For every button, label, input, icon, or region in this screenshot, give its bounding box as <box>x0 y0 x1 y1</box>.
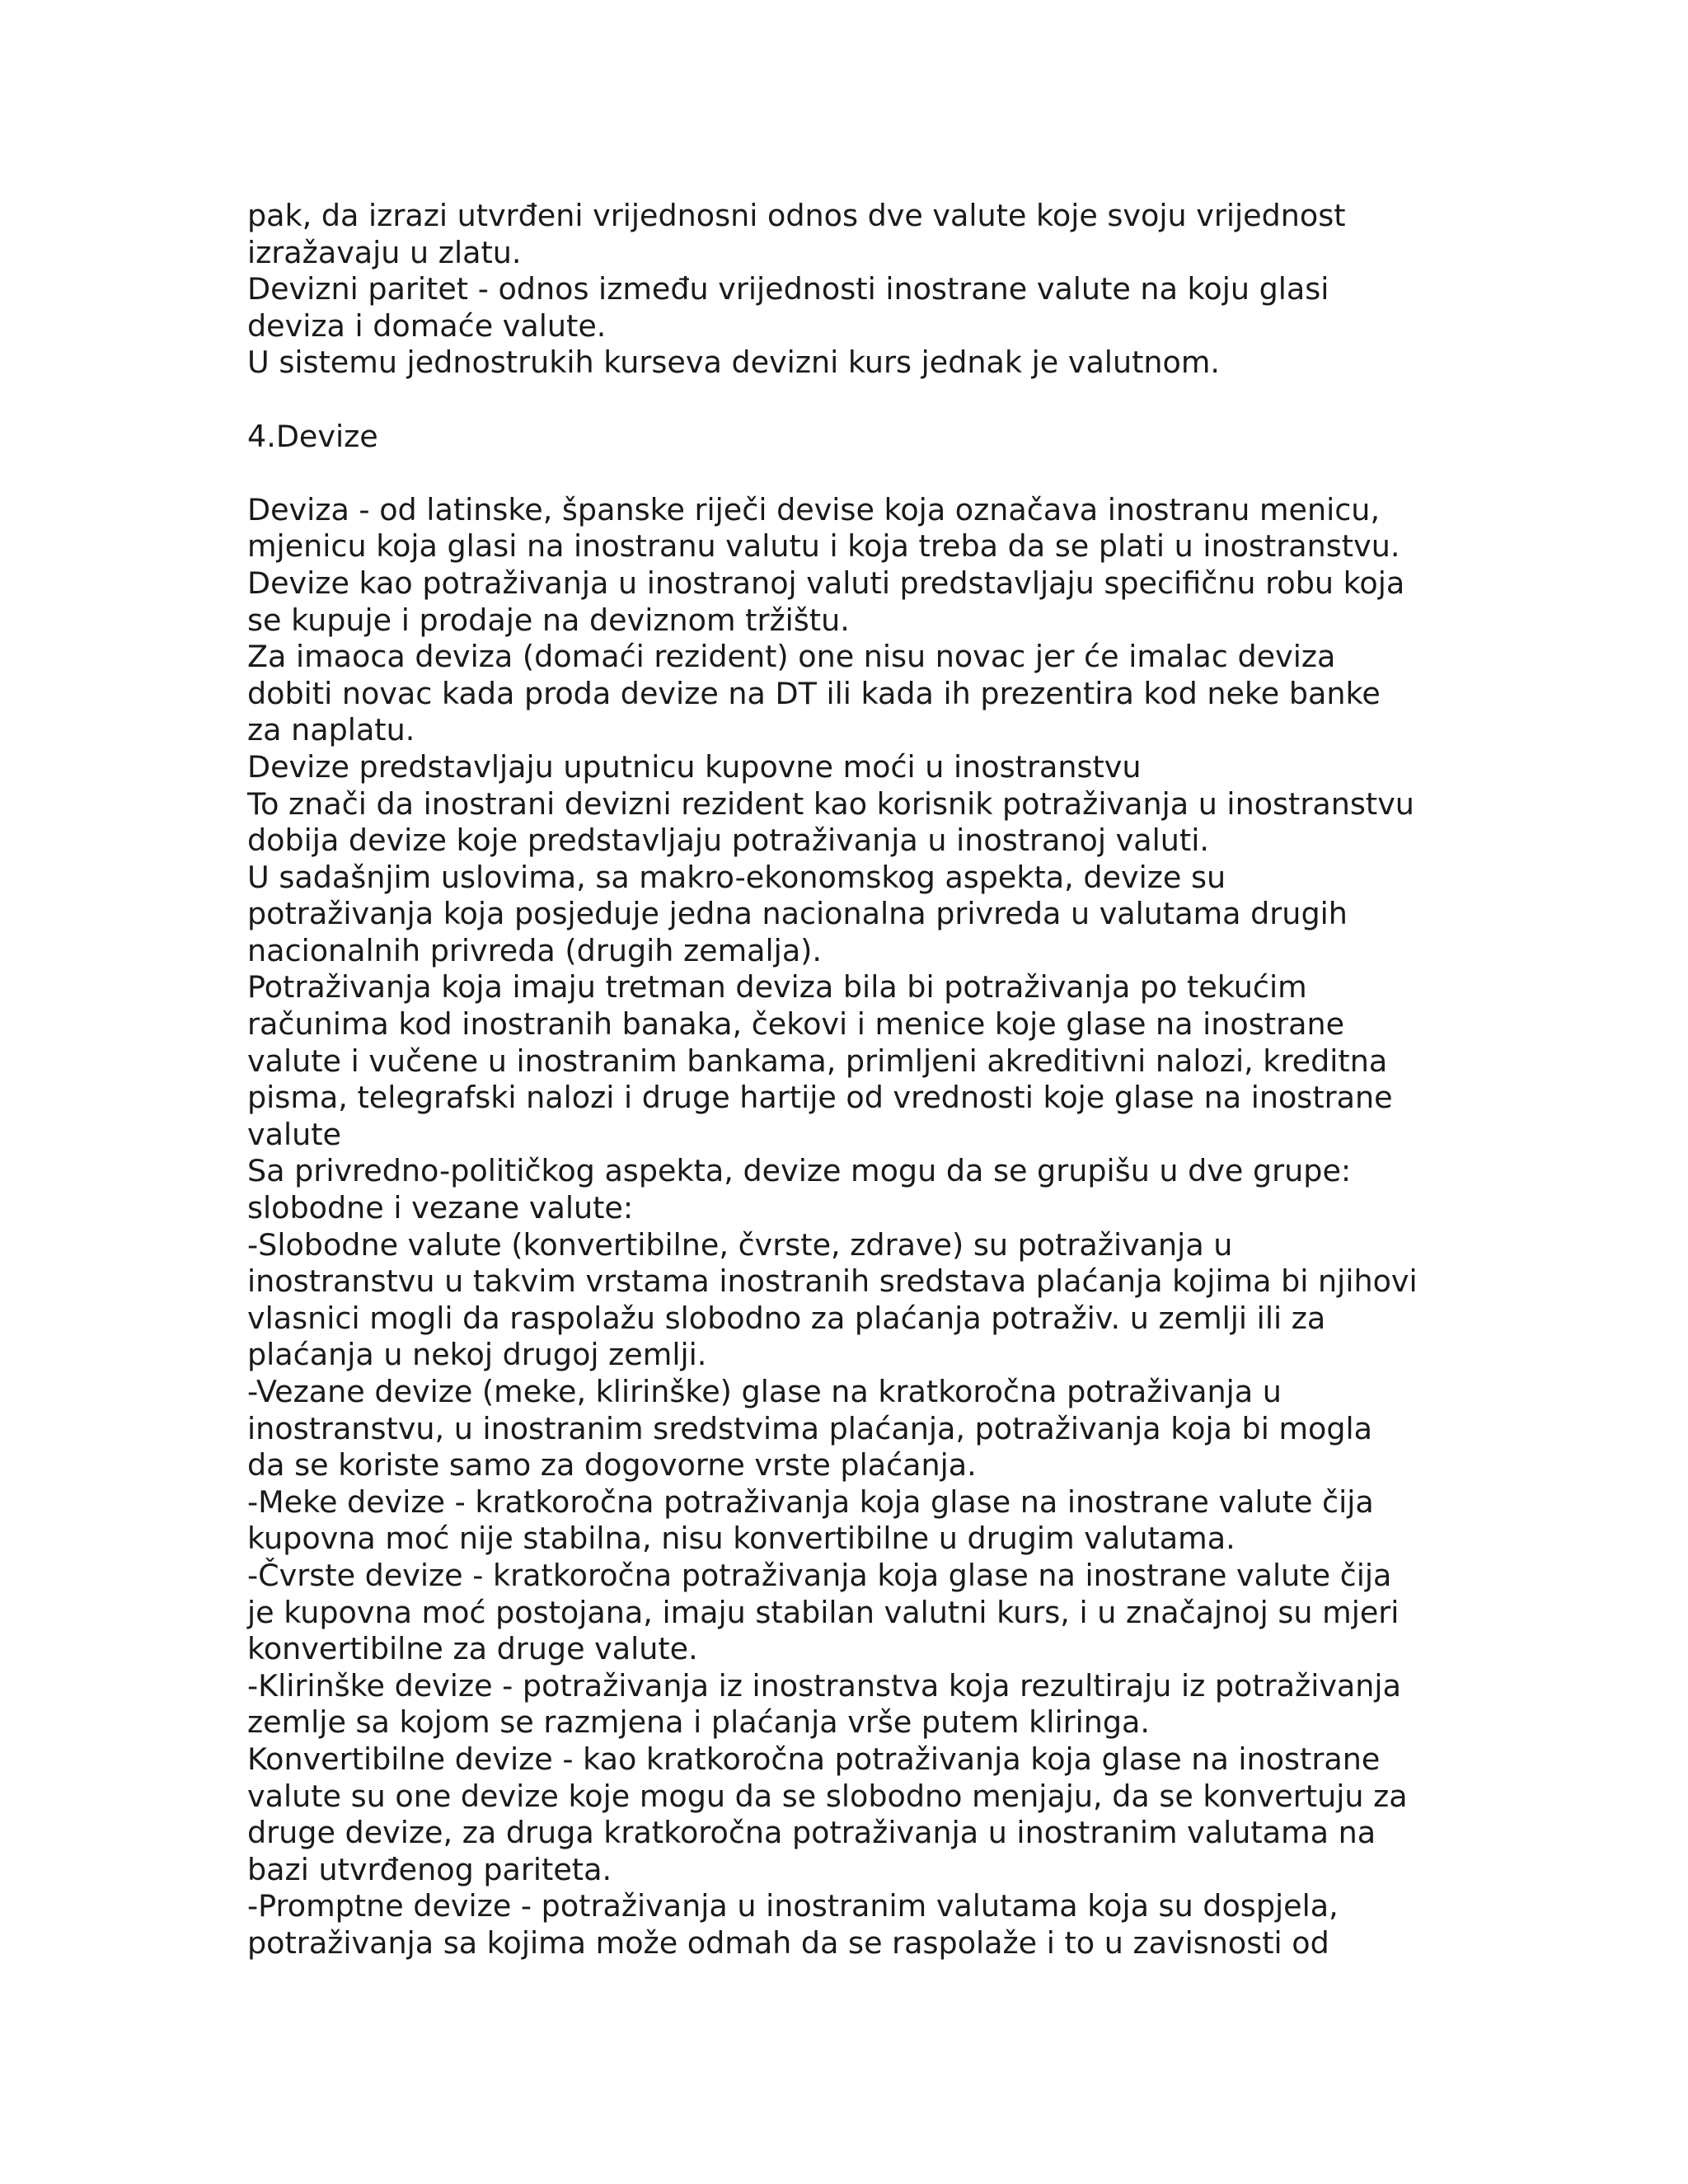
text-line: -Meke devize - kratkoročna potraživanja koja glase na inostrane valute čija <box>247 1483 1374 1520</box>
text-line: -Promptne devize - potraživanja u inostranim valutama koja su dospjela, <box>247 1888 1339 1924</box>
text-line: potraživanja koja posjeduje jedna nacionalna privreda u valutama drugih <box>247 896 1348 932</box>
text-line: inostranstvu, u inostranim sredstvima plaćanja, potraživanja koja bi mogla <box>247 1410 1373 1446</box>
text-line: je kupovna moć postojana, imaju stabilan valutni kurs, i u značajnoj su mjeri <box>247 1594 1400 1630</box>
text-line: -Vezane devize (meke, klirinške) glase na kratkoročna potraživanja u <box>247 1374 1282 1409</box>
section-heading: 4.Devize <box>247 418 378 454</box>
text-line: se kupuje i prodaje na deviznom tržištu. <box>247 602 850 638</box>
document-page <box>247 198 1467 1962</box>
text-line: Konvertibilne devize - kao kratkoročna potraživanja koja glase na inostrane <box>247 1741 1381 1777</box>
text-line: konvertibilne za druge valute. <box>247 1631 698 1667</box>
text-line: -Čvrste devize - kratkoročna potraživanja koja glase na inostrane valute čija <box>247 1557 1392 1593</box>
text-line: pak, da izrazi utvrđeni vrijednosni odnos dve valute koje svoju vrijednost <box>247 198 1346 233</box>
text-line: Za imaoca deviza (domaći rezident) one nisu novac jer će imalac deviza <box>247 639 1336 675</box>
section-body <box>247 492 1467 1962</box>
text-line: valute <box>247 1116 342 1152</box>
text-line: U sistemu jednostrukih kurseva devizni kurs jednak je valutnom. <box>247 344 1221 381</box>
text-line: za naplatu. <box>247 712 415 748</box>
text-line: kupovna moć nije stabilna, nisu konvertibilne u drugim valutama. <box>247 1521 1236 1557</box>
text-line: Devize predstavljaju uputnicu kupovne moći u inostranstvu <box>247 748 1142 785</box>
text-line: druge devize, za druga kratkoročna potraživanja u inostranim valutama na <box>247 1815 1376 1851</box>
blank-line <box>247 382 1467 419</box>
text-line: računima kod inostranih banaka, čekovi i menice koje glase na inostrane <box>247 1006 1345 1043</box>
text-line: Deviza - od latinske, španske riječi devise koja označava inostranu menicu, <box>247 491 1381 527</box>
text-line: deviza i domaće valute. <box>247 307 607 344</box>
text-line: -Klirinške devize - potraživanja iz inostranstva koja rezultiraju iz potraživanja <box>247 1667 1401 1704</box>
text-line: slobodne i vezane valute: <box>247 1190 634 1226</box>
text-line: dobija devize koje predstavljaju potraživanja u inostranoj valuti. <box>247 823 1209 859</box>
text-line: Potraživanja koja imaju tretman deviza bila bi potraživanja po tekućim <box>247 969 1307 1005</box>
text-line: potraživanja sa kojima može odmah da se raspolaže i to u zavisnosti od <box>247 1924 1329 1961</box>
text-line: -Slobodne valute (konvertibilne, čvrste, zdrave) su potraživanja u <box>247 1226 1233 1263</box>
intro-paragraph <box>247 198 1467 382</box>
text-line: plaćanja u nekoj drugoj zemlji. <box>247 1337 707 1373</box>
text-line: To znači da inostrani devizni rezident kao korisnik potraživanja u inostranstvu <box>247 785 1414 822</box>
text-line: izražavaju u zlatu. <box>247 234 522 270</box>
text-line: da se koriste samo za dogovorne vrste plaćanja. <box>247 1447 977 1483</box>
text-line: vlasnici mogli da raspolažu slobodno za plaćanja potraživ. u zemlji ili za <box>247 1300 1326 1336</box>
text-line: Sa privredno-političkog aspekta, devize mogu da se grupišu u dve grupe: <box>247 1153 1352 1189</box>
text-line: zemlje sa kojom se razmjena i plaćanja vrše putem kliringa. <box>247 1704 1150 1741</box>
text-line: valute i vučene u inostranim bankama, primljeni akreditivni nalozi, kreditna <box>247 1043 1388 1079</box>
text-line: pisma, telegrafski nalozi i druge hartije od vrednosti koje glase na inostrane <box>247 1080 1393 1116</box>
text-line: Devize kao potraživanja u inostranoj valuti predstavljaju specifičnu robu koja <box>247 565 1405 601</box>
text-line: inostranstvu u takvim vrstama inostranih sredstava plaćanja kojima bi njihovi <box>247 1263 1418 1300</box>
text-line: valute su one devize koje mogu da se slobodno menjaju, da se konvertuju za <box>247 1778 1408 1814</box>
text-line: dobiti novac kada proda devize na DT ili kada ih prezentira kod neke banke <box>247 675 1381 711</box>
blank-line <box>247 455 1467 492</box>
text-line: nacionalnih privreda (drugih zemalja). <box>247 932 823 968</box>
text-line: U sadašnjim uslovima, sa makro-ekonomskog aspekta, devize su <box>247 859 1226 895</box>
text-line: Devizni paritet - odnos između vrijednosti inostrane valute na koju glasi <box>247 271 1329 307</box>
text-line: mjenicu koja glasi na inostranu valutu i koja treba da se plati u inostranstvu. <box>247 528 1400 565</box>
text-line: bazi utvrđenog pariteta. <box>247 1851 612 1887</box>
